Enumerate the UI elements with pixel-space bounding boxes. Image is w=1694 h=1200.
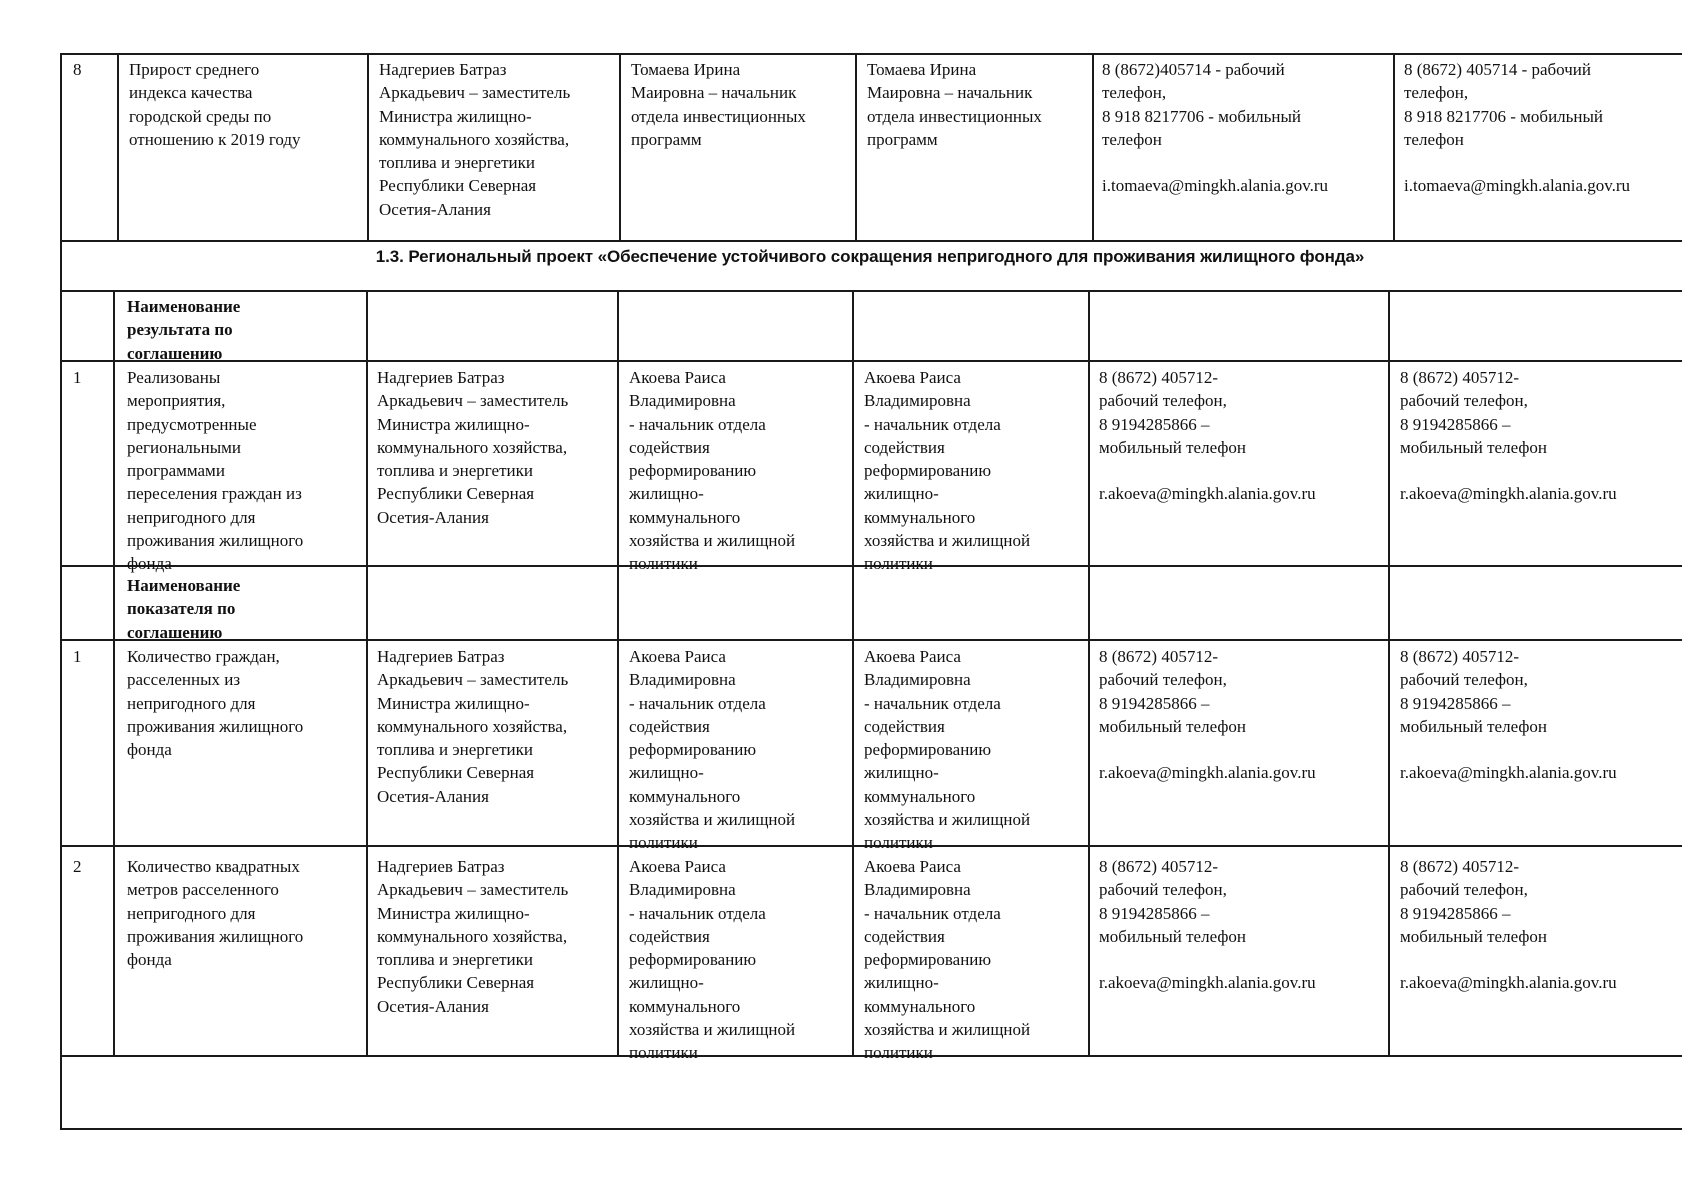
contact-info: 8 (8672)405714 - рабочий телефон, 8 918 8217706 - мобильный телефон i.tomaeva@mingkh.alania.gov.ru [1102,60,1329,196]
curator: Надгериев Батраз Аркадьевич – заместитель Министра жилищно- коммунального хозяйства, топлива и энергетики Республики Северная Осетия-Алания [377,647,569,806]
curator: Надгериев Батраз Аркадьевич – заместитель Министра жилищно- коммунального хозяйства, топлива и энергетики Республики Северная Осетия-Алания [379,60,571,219]
rule [60,290,1682,292]
responsible-person: Томаева Ирина Маировна – начальник отдела инвестиционных программ [631,60,806,149]
rule [60,1128,1682,1130]
indicator-name: Прирост среднего индекса качества городской среды по отношению к 2019 году [129,60,301,149]
contact-info: 8 (8672) 405712- рабочий телефон, 8 9194285866 – мобильный телефон r.akoeva@mingkh.alania.gov.ru [1400,368,1617,504]
rule [1388,290,1390,1056]
indicator-name: Количество квадратных метров расселенного непригодного для проживания жилищного фонда [127,857,304,970]
rule [60,53,62,1129]
rule [619,53,621,241]
row-number: 8 [73,60,82,79]
rule [60,53,1682,55]
contact-info: 8 (8672) 405712- рабочий телефон, 8 9194285866 – мобильный телефон r.akoeva@mingkh.alania.gov.ru [1099,368,1316,504]
responsible-person: Акоева Раиса Владимировна - начальник отдела содействия реформированию жилищно- коммунального хозяйства и жилищной политики [864,647,1031,853]
responsible-person: Акоева Раиса Владимировна - начальник отдела содействия реформированию жилищно- коммунального хозяйства и жилищной политики [629,368,796,574]
responsible-person: Акоева Раиса Владимировна - начальник отдела содействия реформированию жилищно- коммунального хозяйства и жилищной политики [629,857,796,1063]
responsible-person: Акоева Раиса Владимировна - начальник отдела содействия реформированию жилищно- коммунального хозяйства и жилищной политики [629,647,796,853]
row-number: 1 [73,647,82,666]
rule [60,240,1682,242]
result-name: Реализованы мероприятия, предусмотренные региональными программами переселения граждан из непригодного для проживания жилищного фонда [127,368,304,574]
rule [855,53,857,241]
row-number: 2 [73,857,82,876]
contact-info: 8 (8672) 405712- рабочий телефон, 8 9194285866 – мобильный телефон r.akoeva@mingkh.alania.gov.ru [1400,647,1617,783]
rule [113,290,115,1056]
responsible-person: Акоева Раиса Владимировна - начальник отдела содействия реформированию жилищно- коммунального хозяйства и жилищной политики [864,368,1031,574]
rule [1088,290,1090,1056]
section-title: 1.3. Региональный проект «Обеспечение устойчивого сокращения непригодного для проживания жилищного фонда» [375,247,1365,266]
rule [1393,53,1395,241]
curator: Надгериев Батраз Аркадьевич – заместитель Министра жилищно- коммунального хозяйства, топлива и энергетики Республики Северная Осетия-Алания [377,368,569,527]
indicator-name: Количество граждан, расселенных из непригодного для проживания жилищного фонда [127,647,304,760]
rule [366,290,368,1056]
curator: Надгериев Батраз Аркадьевич – заместитель Министра жилищно- коммунального хозяйства, топлива и энергетики Республики Северная Осетия-Алания [377,857,569,1016]
rule [367,53,369,241]
contact-info: 8 (8672) 405714 - рабочий телефон, 8 918 8217706 - мобильный телефон i.tomaeva@mingkh.alania.gov.ru [1404,60,1631,196]
responsible-person: Акоева Раиса Владимировна - начальник отдела содействия реформированию жилищно- коммунального хозяйства и жилищной политики [864,857,1031,1063]
contact-info: 8 (8672) 405712- рабочий телефон, 8 9194285866 – мобильный телефон r.akoeva@mingkh.alania.gov.ru [1400,857,1617,993]
rule [852,290,854,1056]
rule [117,53,119,241]
rule [617,290,619,1056]
rule [1092,53,1094,241]
row-number: 1 [73,368,82,387]
indicator-header: Наименование показателя по соглашению [127,576,241,642]
contact-info: 8 (8672) 405712- рабочий телефон, 8 9194285866 – мобильный телефон r.akoeva@mingkh.alania.gov.ru [1099,647,1316,783]
result-header: Наименование результата по соглашению [127,297,241,363]
contact-info: 8 (8672) 405712- рабочий телефон, 8 9194285866 – мобильный телефон r.akoeva@mingkh.alania.gov.ru [1099,857,1316,993]
responsible-person: Томаева Ирина Маировна – начальник отдела инвестиционных программ [867,60,1042,149]
